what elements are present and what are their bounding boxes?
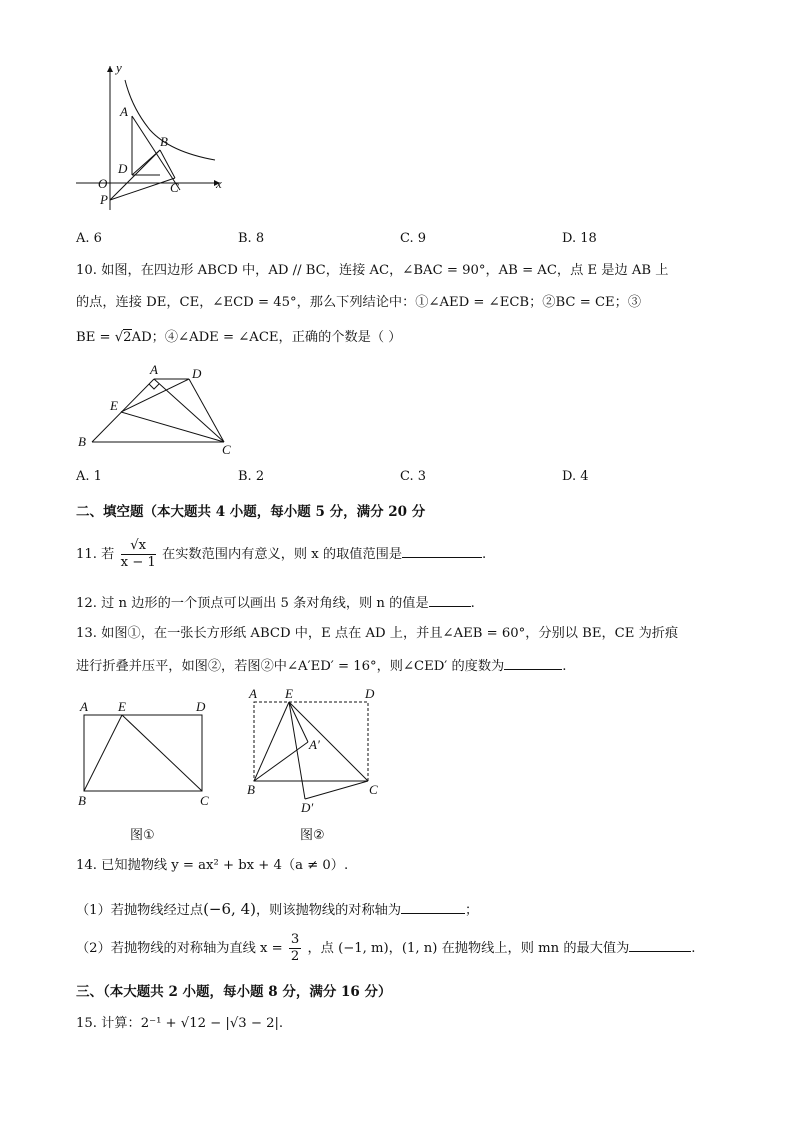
q13-fig2-label-e: E xyxy=(285,686,293,701)
q10-label-a: A xyxy=(150,362,158,377)
sqrt-symbol: √ xyxy=(114,330,124,345)
q13-fig1-label-d: D xyxy=(196,699,206,714)
q13-fig2-caption: 图② xyxy=(300,828,325,843)
q9-option-c: C. 9 xyxy=(400,231,427,246)
q10-line-3-prefix: BE = xyxy=(76,330,115,345)
q15: 15. 计算：2⁻¹ + √12 − |√3 − 2|. xyxy=(76,1016,284,1031)
q14-part-2 xyxy=(76,932,695,965)
q9-label-d: D xyxy=(118,161,128,176)
q13-fig2-label-b: B xyxy=(247,782,255,797)
q10-line-1: 10. 如图，在四边形 ABCD 中，AD // BC，连接 AC，∠BAC = 90°，AB = AC，点 E 是边 AB 上 xyxy=(76,263,669,278)
q13-fig1-caption: 图① xyxy=(130,828,155,843)
q9-label-y: y xyxy=(116,60,122,75)
q14-part2-suffix: ，点 (−1, m)，(1, n) 在抛物线上，则 mn 的最大值为 xyxy=(307,941,630,956)
q10-option-b: B. 2 xyxy=(238,469,265,484)
q9-label-x: x xyxy=(216,176,222,191)
q13-line-2-end: . xyxy=(562,659,567,674)
q11-frac-den: x − 1 xyxy=(120,555,156,570)
q10-line-3 xyxy=(76,329,401,347)
q14-part1-prefix: （1）若抛物线经过点 xyxy=(76,903,204,918)
q9-label-o: O xyxy=(98,176,108,191)
q14-part2-end: . xyxy=(691,941,696,956)
q13-figure-2 xyxy=(245,685,395,815)
q11 xyxy=(76,538,486,571)
q13-fig1-label-c: C xyxy=(200,793,209,808)
q11-end: . xyxy=(482,547,487,562)
q13-figure-1 xyxy=(76,698,226,808)
q10-label-b: B xyxy=(78,434,86,449)
q10-label-d: D xyxy=(192,366,202,381)
q10-line-2: 的点，连接 DE，CE，∠ECD = 45°，那么下列结论中：①∠AED = ∠ECB；②BC = CE；③ xyxy=(76,295,642,310)
q10-option-a: A. 1 xyxy=(76,469,102,484)
q9-option-b: B. 8 xyxy=(238,231,265,246)
q14-intro: 14. 已知抛物线 y = ax² + bx + 4（a ≠ 0）. xyxy=(76,858,349,873)
q9-label-p: P xyxy=(100,192,108,207)
q9-label-b: B xyxy=(160,134,168,149)
q14-part1-answer-blank[interactable] xyxy=(401,901,465,914)
q9-label-c: C xyxy=(170,180,179,195)
section-3-title: 三、（本大题共 2 小题，每小题 8 分，满分 16 分） xyxy=(76,984,392,1000)
q11-suffix: 在实数范围内有意义，则 x 的取值范围是 xyxy=(162,547,403,562)
q13-fig1-label-e: E xyxy=(118,699,126,714)
q13-fig2-label-d: D xyxy=(365,686,375,701)
q12-answer-blank[interactable] xyxy=(429,594,471,607)
q14-part2-answer-blank[interactable] xyxy=(629,939,691,952)
q14-part-1 xyxy=(76,900,478,920)
q10-line-3-rest: AD；④∠ADE = ∠ACE，正确的个数是（ ） xyxy=(131,330,402,345)
q11-answer-blank[interactable] xyxy=(402,545,482,558)
q10-option-c: C. 3 xyxy=(400,469,427,484)
q10-figure xyxy=(74,362,244,457)
q9-option-d: D. 18 xyxy=(562,231,597,246)
q11-prefix: 11. 若 xyxy=(76,547,115,562)
q10-label-e: E xyxy=(110,398,118,413)
q14-part2-den: 2 xyxy=(290,949,300,964)
q13-fig1-label-a: A xyxy=(80,699,88,714)
q13-fig2-label-a: A xyxy=(249,686,257,701)
q13-fig2-label-d-prime: D′ xyxy=(301,800,314,815)
q14-part2-num: 3 xyxy=(290,932,300,947)
q13-fig2-label-c: C xyxy=(369,782,378,797)
q9-figure xyxy=(70,60,230,220)
q13-line-2 xyxy=(76,657,566,676)
q9-option-a: A. 6 xyxy=(76,231,102,246)
q14-part1-suffix: ，则该抛物线的对称轴为 xyxy=(255,903,402,918)
q11-frac-num: √x xyxy=(121,538,156,555)
q14-part2-prefix: （2）若抛物线的对称轴为直线 x = xyxy=(76,941,283,956)
q12-text: 12. 过 n 边形的一个顶点可以画出 5 条对角线，则 n 的值是 xyxy=(76,596,429,611)
section-2-title: 二、填空题（本大题共 4 小题，每小题 5 分，满分 20 分 xyxy=(76,504,426,520)
q13-fig2-label-a-prime: A′ xyxy=(309,737,320,752)
q9-label-a: A xyxy=(120,104,128,119)
q10-option-d: D. 4 xyxy=(562,469,589,484)
q14-part1-point: (−6, 4) xyxy=(203,900,256,918)
q13-line-2-text: 进行折叠并压平，如图②，若图②中∠A′ED′ = 16°，则∠CED′ 的度数为 xyxy=(76,659,505,674)
q13-answer-blank[interactable] xyxy=(504,657,562,670)
q14-part2-fraction xyxy=(289,932,301,965)
q13-line-1: 13. 如图①，在一张长方形纸 ABCD 中，E 点在 AD 上，并且∠AEB = 60°，分别以 BE，CE 为折痕 xyxy=(76,626,679,641)
q12-end: . xyxy=(470,596,475,611)
q11-fraction xyxy=(121,538,156,571)
q14-part1-end: ； xyxy=(465,903,479,918)
q12 xyxy=(76,594,475,613)
q13-fig1-label-b: B xyxy=(78,793,86,808)
q10-label-c: C xyxy=(222,442,231,457)
q10-line-3-sqrt: 2 xyxy=(123,330,132,345)
